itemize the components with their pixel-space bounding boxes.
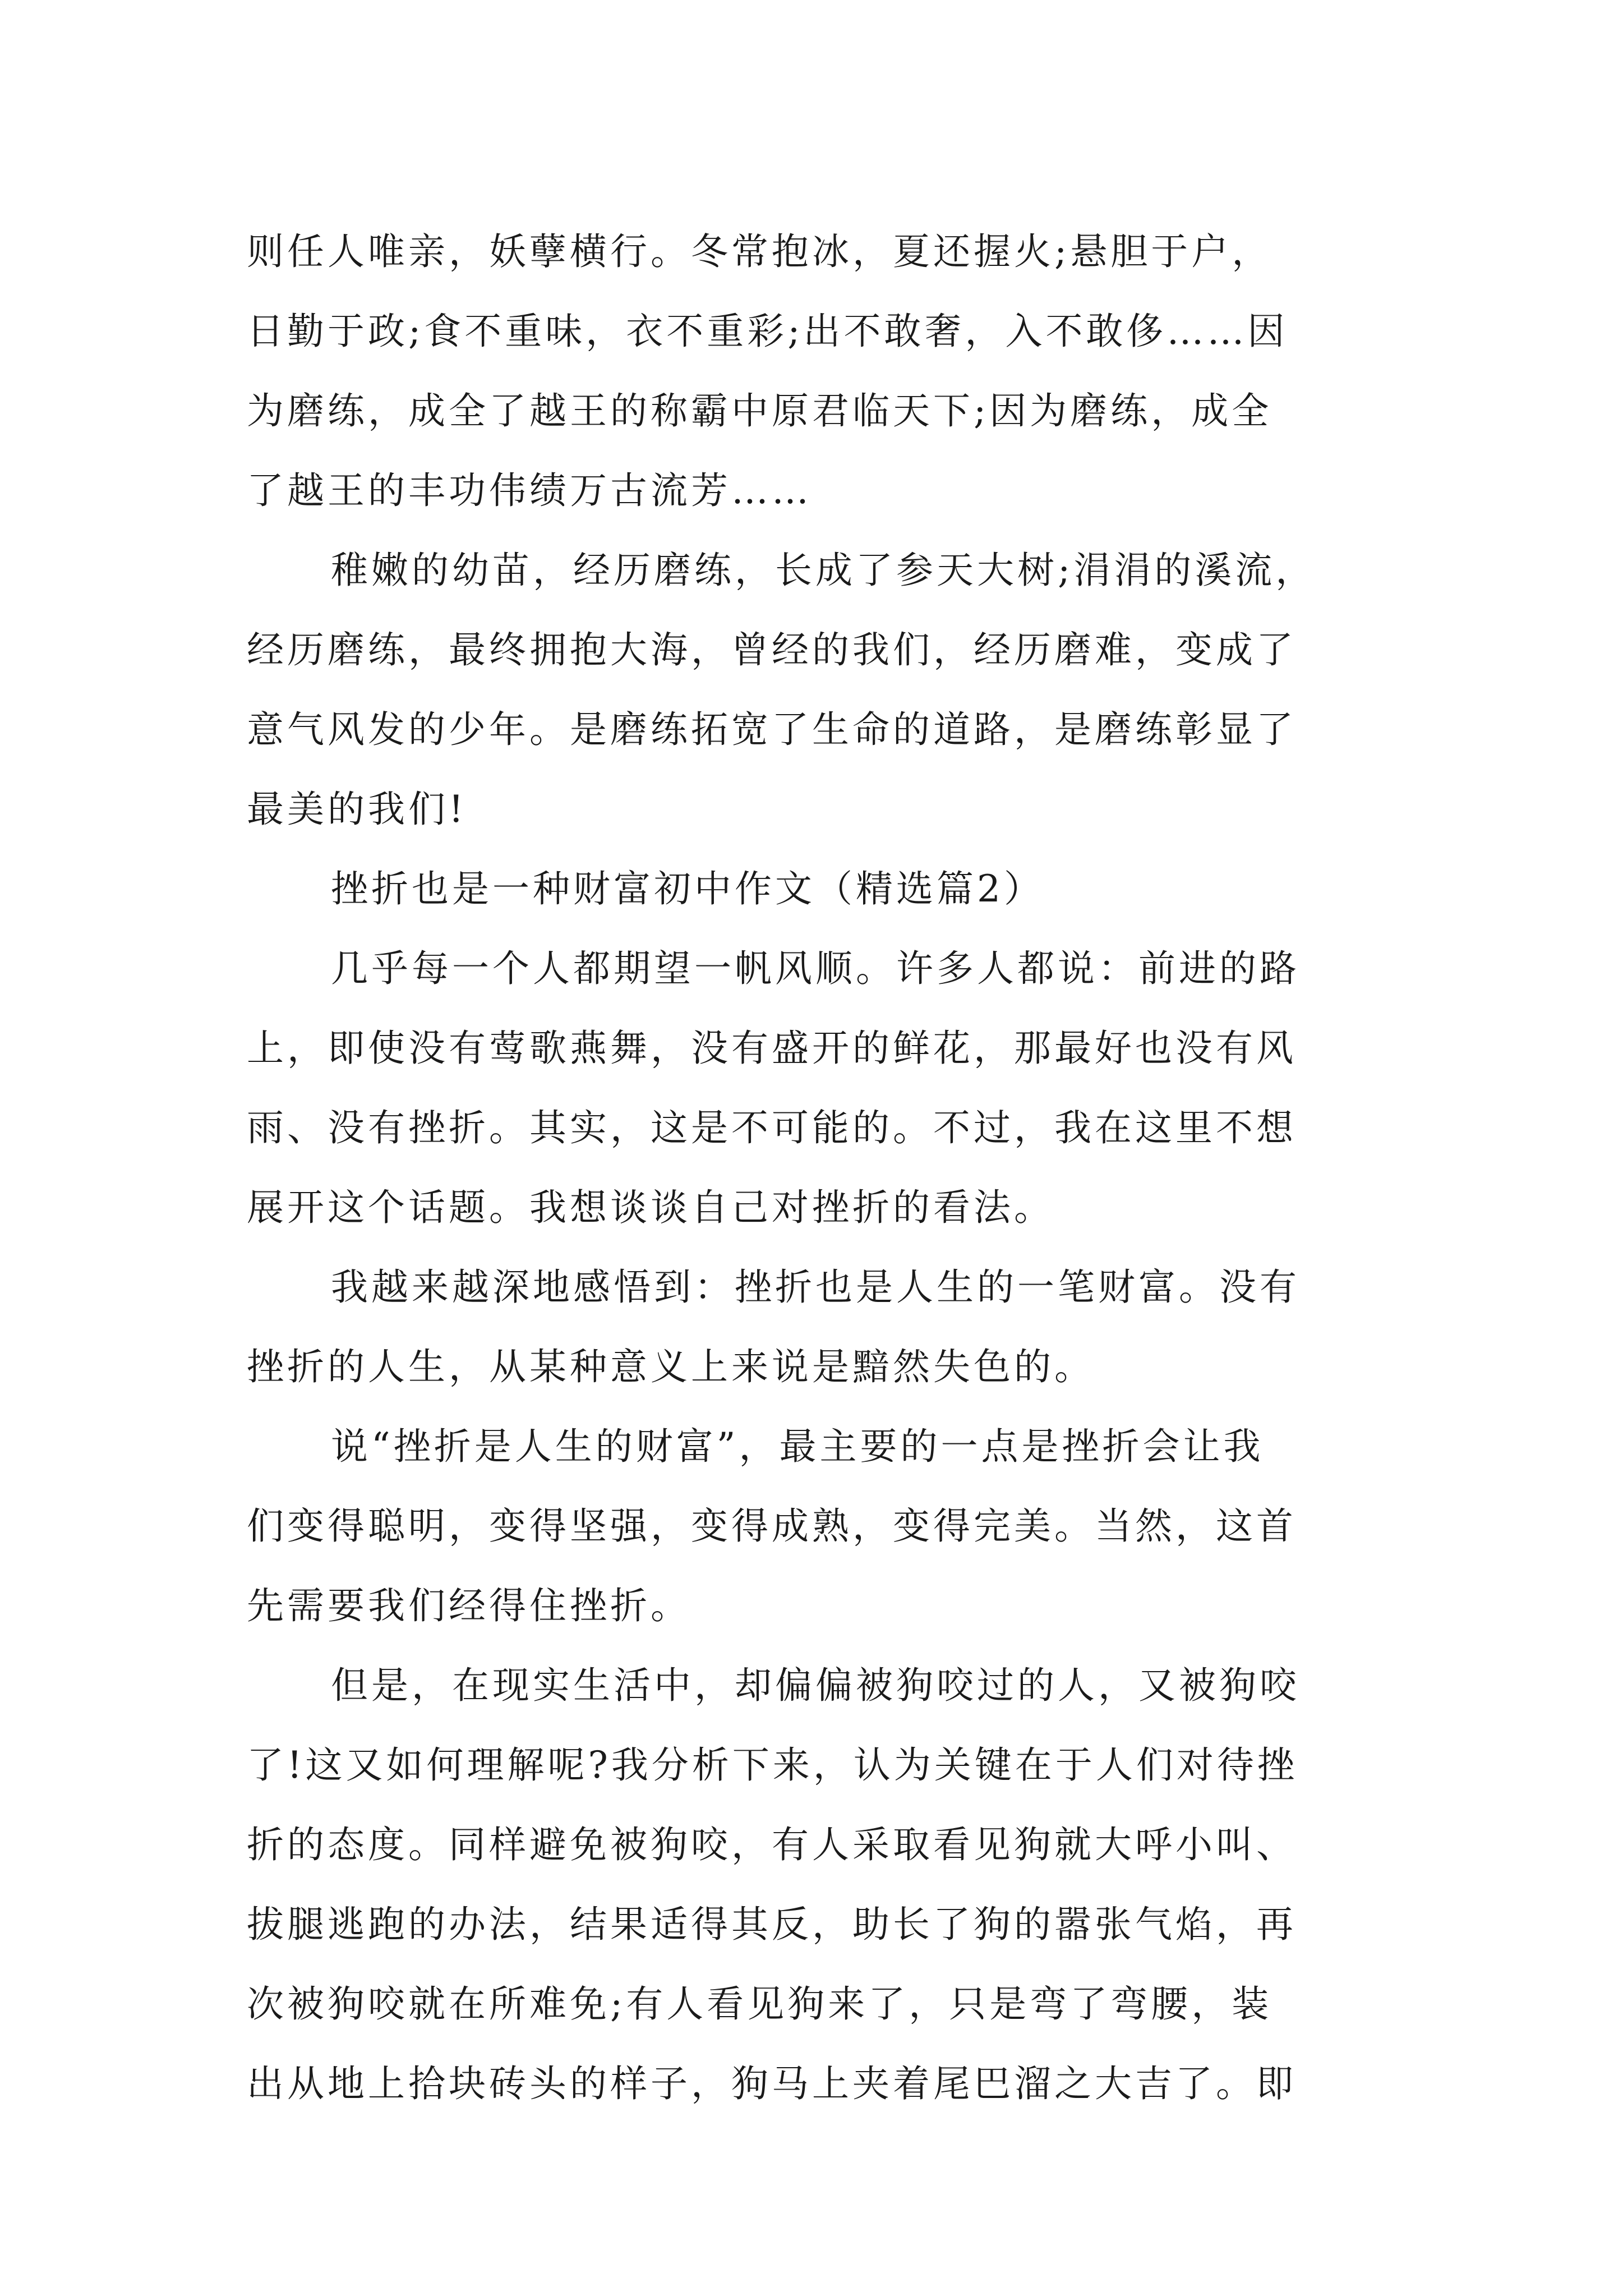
text-line: 们变得聪明，变得坚强，变得成熟，变得完美。当然，这首 <box>247 1504 1297 1548</box>
text-line: 为磨练，成全了越王的称霸中原君临天下;因为磨练，成全 <box>247 389 1272 432</box>
text-line: 稚嫩的幼苗，经历磨练，长成了参天大树;涓涓的溪流， <box>331 549 1316 592</box>
paragraph-3 <box>247 929 1396 1248</box>
text-line: 则任人唯亲，妖孽横行。冬常抱冰，夏还握火;悬胆于户， <box>247 230 1272 273</box>
text-line: 了!这又如何理解呢?我分析下来，认为关键在于人们对待挫 <box>247 1743 1298 1787</box>
paragraph-4 <box>247 1248 1396 1407</box>
text-line: 日勤于政;食不重味，衣不重彩;出不敢奢，入不敢侈……因 <box>247 310 1288 353</box>
text-line: 上，即使没有莺歌燕舞，没有盛开的鲜花，那最好也没有风 <box>247 1027 1297 1070</box>
text-line: 挫折的人生，从某种意义上来说是黯然失色的。 <box>247 1345 1095 1388</box>
text-line: 我越来越深地感悟到：挫折也是人生的一笔财富。没有 <box>331 1266 1300 1309</box>
paragraph-1 <box>247 212 1396 531</box>
paragraph-2 <box>247 531 1396 849</box>
text-line: 雨、没有挫折。其实，这是不可能的。不过，我在这里不想 <box>247 1106 1297 1149</box>
section-heading <box>247 849 1396 929</box>
text-line: 经历磨练，最终拥抱大海，曾经的我们，经历磨难，变成了 <box>247 628 1297 671</box>
text-line: 说“挫折是人生的财富”，最主要的一点是挫折会让我 <box>331 1425 1264 1468</box>
document-page <box>247 212 1396 2124</box>
text-line: 了越王的丰功伟绩万古流芳…… <box>247 469 812 512</box>
paragraph-5 <box>247 1407 1396 1646</box>
paragraph-6 <box>247 1646 1396 2124</box>
text-line: 意气风发的少年。是磨练拓宽了生命的道路，是磨练彰显了 <box>247 708 1297 751</box>
text-line: 最美的我们! <box>247 788 467 831</box>
text-line: 先需要我们经得住挫折。 <box>247 1584 691 1627</box>
text-line: 出从地上拾块砖头的样子，狗马上夹着尾巴溜之大吉了。即 <box>247 2062 1297 2105</box>
text-line: 几乎每一个人都期望一帆风顺。许多人都说：前进的路 <box>331 947 1300 990</box>
text-line: 但是，在现实生活中，却偏偏被狗咬过的人，又被狗咬 <box>331 1664 1300 1707</box>
text-line: 拔腿逃跑的办法，结果适得其反，助长了狗的嚣张气焰，再 <box>247 1903 1297 1946</box>
text-line: 展开这个话题。我想谈谈自己对挫折的看法。 <box>247 1186 1054 1229</box>
heading-text: 挫折也是一种财富初中作文（精选篇2） <box>331 867 1044 910</box>
text-line: 次被狗咬就在所难免;有人看见狗来了，只是弯了弯腰，装 <box>247 1982 1272 2026</box>
text-line: 折的态度。同样避免被狗咬，有人采取看见狗就大呼小叫、 <box>247 1823 1297 1866</box>
